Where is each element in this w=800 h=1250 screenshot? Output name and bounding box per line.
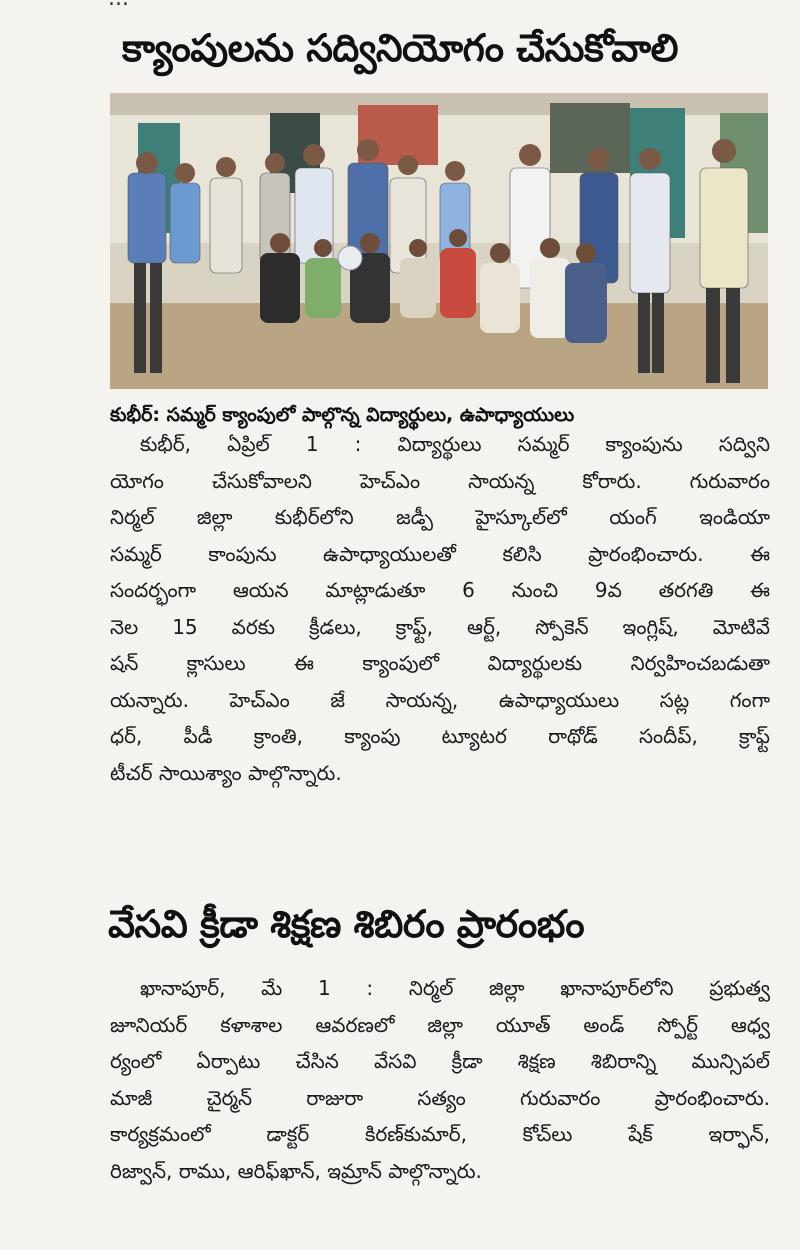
article1-line: కుభీర్, ఏప్రిల్ 1 : విద్యార్థులు సమ్మర్ క్యాంపును సద్విని (140, 432, 770, 456)
article1-headline: క్యాంపులను సద్వినియోగం చేసుకోవాలి (122, 26, 678, 70)
article2-line: కార్యక్రమంలో డాక్టర్ కిరణ్‌కుమార్, కోచ్‌లు షేక్ ఇర్ఫాన్, (110, 1122, 770, 1146)
article2-headline: వేసవి క్రీడా శిక్షణ శిబిరం ప్రారంభం (108, 902, 585, 946)
article1-body (110, 426, 770, 791)
article2-body (110, 970, 770, 1189)
article1-line: సందర్భంగా ఆయన మాట్లాడుతూ 6 నుంచి 9వ తరగతి ఈ (110, 578, 770, 602)
cut-off-previous-text (108, 0, 129, 11)
article1-line: సమ్మర్ కాంపును ఉపాధ్యాయులతో కలిసి ప్రారంభించారు. ఈ (110, 541, 770, 566)
article1-line: నిర్మల్ జిల్లా కుభీర్‌లోని జడ్పీ హైస్కూల్‌లో యంగ్ ఇండియా (110, 505, 770, 529)
article1-line: షన్ క్లాసులు ఈ క్యాంపులో విద్యార్థులకు నిర్వహించబడుతా (110, 651, 770, 675)
article1-line: టీచర్ సాయిశ్యాం పాల్గొన్నారు. (110, 760, 342, 785)
article2-line: మాజీ చైర్మన్ రాజురా సత్యం గురువారం ప్రారంభించారు. (110, 1085, 770, 1110)
article1-line: నెల 15 వరకు క్రీడలు, క్రాఫ్ట్, ఆర్ట్, స్పోకెన్ ఇంగ్లిష్, మోటివే (110, 614, 770, 639)
article2-line: రిజ్వాన్, రాము, ఆరిఫ్‌ఖాన్, ఇమ్రాన్ పాల్గొన్నారు. (110, 1158, 482, 1183)
article1-line: యన్నారు. హెచ్ఎం జే సాయన్న, ఉపాధ్యాయులు సట్ల గంగా (110, 687, 770, 712)
article2-line: జూనియర్ కళాశాల ఆవరణలో జిల్లా యూత్ అండ్ స్పోర్ట్ ఆధ్వ (110, 1012, 770, 1037)
article2-line: ఖానాపూర్, మే 1 : నిర్మల్ జిల్లా ఖానాపూర్‌లోని ప్రభుత్వ (140, 976, 770, 1000)
article1-line: ధర్, పీడీ క్రాంతి, క్యాంపు ట్యూటర రాథోడ్ సందీప్, క్రాఫ్ట్ (110, 724, 770, 748)
photo-caption: కుభీర్: సమ్మర్ క్యాంపులో పాల్గొన్న విద్యార్థులు, ఉపాధ్యాయులు (110, 404, 575, 426)
article1-photo (110, 93, 768, 389)
article2-line: ర్యంలో ఏర్పాటు చేసిన వేసవి క్రీడా శిక్షణ శిబిరాన్ని మున్సిపల్ (110, 1049, 770, 1073)
article1-line: యోగం చేసుకోవాలని హెచ్ఎం సాయన్న కోరారు. గురువారం (110, 468, 770, 493)
